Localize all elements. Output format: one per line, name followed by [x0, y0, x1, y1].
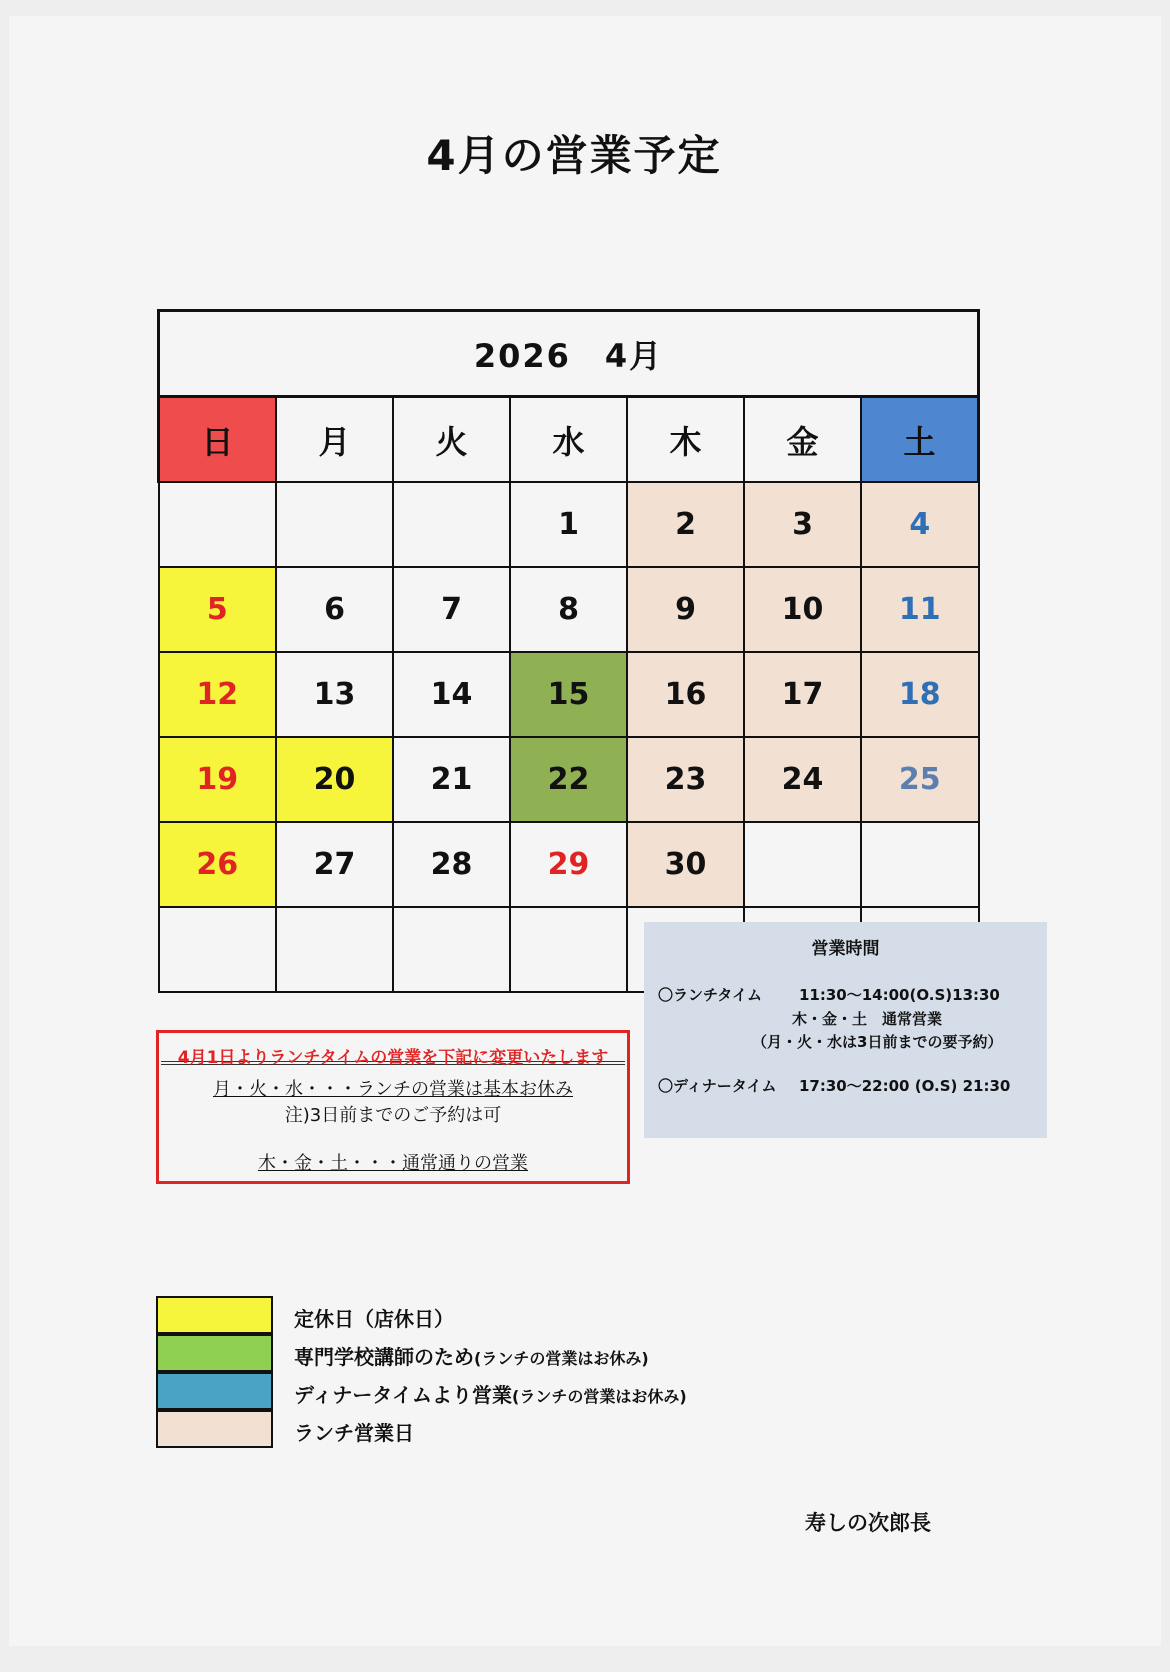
- day-cell: 13: [276, 652, 393, 737]
- day-cell: 23: [627, 737, 744, 822]
- legend-label: 専門学校講師のため: [294, 1345, 474, 1369]
- day-cell: 22: [510, 737, 627, 822]
- dow-saturday: 土: [861, 397, 979, 483]
- day-cell: 6: [276, 567, 393, 652]
- page-title: 4月の営業予定: [426, 131, 722, 180]
- legend-note: (ランチの営業はお休み): [474, 1349, 649, 1368]
- day-cell: 26: [159, 822, 277, 907]
- lunch-change-notice: [156, 1030, 630, 1184]
- day-cell: [159, 907, 277, 992]
- day-cell: 14: [393, 652, 510, 737]
- business-hours-box: [644, 922, 1047, 1138]
- day-cell: 17: [744, 652, 861, 737]
- day-cell: 1: [510, 482, 627, 567]
- hours-title: 営業時間: [811, 939, 880, 959]
- lunch-label: 〇ランチタイム: [658, 986, 762, 1004]
- day-cell: [159, 482, 277, 567]
- dow-monday: 月: [276, 397, 393, 483]
- dow-sunday: 日: [159, 397, 277, 483]
- day-cell: 3: [744, 482, 861, 567]
- lunch-time: 11:30～14:00(O.S)13:30: [799, 986, 1000, 1004]
- legend-swatch: [156, 1296, 273, 1334]
- day-cell: 16: [627, 652, 744, 737]
- day-cell: 18: [861, 652, 979, 737]
- day-cell: [510, 907, 627, 992]
- legend-note: (ランチの営業はお休み): [512, 1387, 687, 1406]
- day-cell: 21: [393, 737, 510, 822]
- day-cell: [393, 907, 510, 992]
- day-cell: [393, 482, 510, 567]
- dow-wednesday: 水: [510, 397, 627, 483]
- legend-label: ディナータイムより営業: [294, 1383, 512, 1407]
- day-cell: [276, 482, 393, 567]
- legend-swatch: [156, 1372, 273, 1410]
- day-cell: [861, 822, 979, 907]
- legend-swatch: [156, 1410, 273, 1448]
- notice-line-reservation: 注)3日前までのご予約は可: [284, 1105, 502, 1126]
- calendar-header: 2026 4月: [159, 311, 979, 397]
- legend-label: ランチ営業日: [294, 1421, 414, 1445]
- day-cell: 5: [159, 567, 277, 652]
- dinner-label: 〇ディナータイム: [658, 1077, 777, 1095]
- day-cell: 30: [627, 822, 744, 907]
- legend-swatch: [156, 1334, 273, 1372]
- day-cell: 15: [510, 652, 627, 737]
- dow-tuesday: 火: [393, 397, 510, 483]
- day-cell: 4: [861, 482, 979, 567]
- day-cell: 29: [510, 822, 627, 907]
- calendar-table: [157, 309, 980, 993]
- day-cell: 11: [861, 567, 979, 652]
- day-cell: 2: [627, 482, 744, 567]
- day-cell: 8: [510, 567, 627, 652]
- day-cell: 28: [393, 822, 510, 907]
- day-cell: 9: [627, 567, 744, 652]
- dow-friday: 金: [744, 397, 861, 483]
- legend-label: 定休日（店休日）: [294, 1307, 454, 1331]
- day-cell: 10: [744, 567, 861, 652]
- day-cell: 20: [276, 737, 393, 822]
- day-cell: [744, 822, 861, 907]
- day-cell: 7: [393, 567, 510, 652]
- notice-line-thu-sat: 木・金・土・・・通常通りの営業: [258, 1153, 528, 1174]
- day-cell: 27: [276, 822, 393, 907]
- lunch-note: （月・火・水は3日前までの要予約）: [752, 1033, 1003, 1051]
- day-cell: 24: [744, 737, 861, 822]
- day-cell: 19: [159, 737, 277, 822]
- notice-line-mon-wed: 月・火・水・・・ランチの営業は基本お休み: [213, 1079, 573, 1100]
- restaurant-signature: 寿しの次郎長: [805, 1511, 931, 1535]
- day-cell: 12: [159, 652, 277, 737]
- dinner-time: 17:30～22:00 (O.S) 21:30: [799, 1077, 1011, 1095]
- dow-thursday: 木: [627, 397, 744, 483]
- schedule-page: [9, 16, 1161, 1646]
- lunch-days: 木・金・土 通常営業: [792, 1010, 943, 1028]
- notice-heading: 4月1日よりランチタイムの営業を下記に変更いたします: [161, 1033, 625, 1065]
- day-cell: 25: [861, 737, 979, 822]
- day-cell: [276, 907, 393, 992]
